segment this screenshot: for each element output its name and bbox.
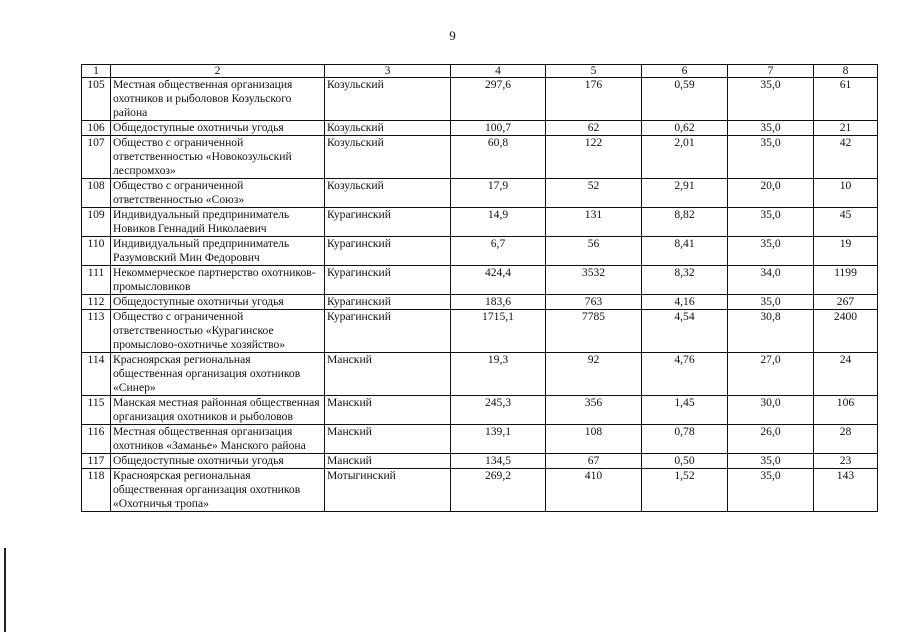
row-number-cell: 114 [82, 353, 111, 396]
value-col7-cell: 27,0 [728, 353, 814, 396]
organization-name-cell: Общество с ограниченной ответственностью «Союз» [111, 179, 325, 208]
table-row [82, 208, 878, 237]
value-col7-cell: 35,0 [728, 295, 814, 310]
value-col7-cell: 20,0 [728, 179, 814, 208]
district-cell: Козульский [325, 179, 451, 208]
value-col6-cell: 8,32 [642, 266, 728, 295]
value-col6-cell: 2,01 [642, 136, 728, 179]
value-col7-cell: 35,0 [728, 208, 814, 237]
value-col8-cell: 21 [814, 121, 878, 136]
value-col6-cell: 4,76 [642, 353, 728, 396]
column-header: 4 [451, 65, 546, 78]
district-cell: Мотыгинский [325, 469, 451, 512]
value-col5-cell: 3532 [546, 266, 642, 295]
district-cell: Манский [325, 454, 451, 469]
value-col7-cell: 35,0 [728, 469, 814, 512]
column-header: 6 [642, 65, 728, 78]
column-header: 7 [728, 65, 814, 78]
value-col8-cell: 19 [814, 237, 878, 266]
organization-name-cell: Местная общественная организация охотников и рыболовов Козульского района [111, 78, 325, 121]
value-col8-cell: 267 [814, 295, 878, 310]
value-col4-cell: 14,9 [451, 208, 546, 237]
value-col8-cell: 24 [814, 353, 878, 396]
value-col5-cell: 52 [546, 179, 642, 208]
row-number-cell: 118 [82, 469, 111, 512]
value-col5-cell: 122 [546, 136, 642, 179]
value-col4-cell: 6,7 [451, 237, 546, 266]
value-col5-cell: 410 [546, 469, 642, 512]
value-col5-cell: 131 [546, 208, 642, 237]
column-header: 2 [111, 65, 325, 78]
value-col4-cell: 60,8 [451, 136, 546, 179]
value-col4-cell: 100,7 [451, 121, 546, 136]
row-number-cell: 112 [82, 295, 111, 310]
organization-name-cell: Общедоступные охотничьи угодья [111, 295, 325, 310]
value-col6-cell: 0,78 [642, 425, 728, 454]
value-col5-cell: 92 [546, 353, 642, 396]
table-row [82, 469, 878, 512]
table-row [82, 179, 878, 208]
table-row [82, 78, 878, 121]
district-cell: Курагинский [325, 295, 451, 310]
value-col8-cell: 10 [814, 179, 878, 208]
value-col5-cell: 108 [546, 425, 642, 454]
value-col8-cell: 2400 [814, 310, 878, 353]
organization-name-cell: Индивидуальный предприниматель Разумовский Мин Федорович [111, 237, 325, 266]
district-cell: Манский [325, 396, 451, 425]
district-cell: Козульский [325, 136, 451, 179]
value-col4-cell: 183,6 [451, 295, 546, 310]
row-number-cell: 105 [82, 78, 111, 121]
value-col5-cell: 56 [546, 237, 642, 266]
value-col7-cell: 35,0 [728, 78, 814, 121]
value-col4-cell: 139,1 [451, 425, 546, 454]
district-cell: Курагинский [325, 310, 451, 353]
organization-name-cell: Общедоступные охотничьи угодья [111, 121, 325, 136]
value-col7-cell: 35,0 [728, 237, 814, 266]
value-col4-cell: 17,9 [451, 179, 546, 208]
value-col6-cell: 2,91 [642, 179, 728, 208]
row-number-cell: 107 [82, 136, 111, 179]
value-col6-cell: 1,52 [642, 469, 728, 512]
organization-name-cell: Некоммерческое партнерство охотников-промысловиков [111, 266, 325, 295]
table-row [82, 121, 878, 136]
table-row [82, 425, 878, 454]
value-col6-cell: 1,45 [642, 396, 728, 425]
organization-name-cell: Местная общественная организация охотников «Заманье» Манского района [111, 425, 325, 454]
row-number-cell: 106 [82, 121, 111, 136]
value-col7-cell: 35,0 [728, 454, 814, 469]
value-col4-cell: 297,6 [451, 78, 546, 121]
row-number-cell: 109 [82, 208, 111, 237]
value-col5-cell: 7785 [546, 310, 642, 353]
organization-name-cell: Красноярская региональная общественная организация охотников «Синер» [111, 353, 325, 396]
table-row [82, 310, 878, 353]
value-col6-cell: 0,62 [642, 121, 728, 136]
table-row [82, 295, 878, 310]
row-number-cell: 113 [82, 310, 111, 353]
district-cell: Манский [325, 353, 451, 396]
row-number-cell: 108 [82, 179, 111, 208]
value-col6-cell: 4,54 [642, 310, 728, 353]
organization-name-cell: Общество с ограниченной ответственностью «Новокозульский леспромхоз» [111, 136, 325, 179]
value-col7-cell: 34,0 [728, 266, 814, 295]
value-col7-cell: 35,0 [728, 136, 814, 179]
column-header: 8 [814, 65, 878, 78]
value-col4-cell: 134,5 [451, 454, 546, 469]
organization-name-cell: Манская местная районная общественная организация охотников и рыболовов [111, 396, 325, 425]
district-cell: Курагинский [325, 237, 451, 266]
row-number-cell: 115 [82, 396, 111, 425]
row-number-cell: 110 [82, 237, 111, 266]
row-number-cell: 116 [82, 425, 111, 454]
district-cell: Козульский [325, 121, 451, 136]
column-header: 3 [325, 65, 451, 78]
value-col6-cell: 0,50 [642, 454, 728, 469]
page-number: 9 [449, 28, 456, 43]
value-col8-cell: 143 [814, 469, 878, 512]
value-col5-cell: 176 [546, 78, 642, 121]
value-col5-cell: 356 [546, 396, 642, 425]
value-col6-cell: 4,16 [642, 295, 728, 310]
organization-name-cell: Общедоступные охотничьи угодья [111, 454, 325, 469]
value-col8-cell: 106 [814, 396, 878, 425]
district-cell: Манский [325, 425, 451, 454]
organization-name-cell: Общество с ограниченной ответственностью «Курагинское промыслово-охотничье хозяйство» [111, 310, 325, 353]
scan-edge-mark [4, 548, 6, 632]
value-col7-cell: 35,0 [728, 121, 814, 136]
district-cell: Курагинский [325, 208, 451, 237]
value-col7-cell: 30,0 [728, 396, 814, 425]
value-col4-cell: 19,3 [451, 353, 546, 396]
value-col7-cell: 30,8 [728, 310, 814, 353]
row-number-cell: 111 [82, 266, 111, 295]
value-col4-cell: 424,4 [451, 266, 546, 295]
row-number-cell: 117 [82, 454, 111, 469]
column-header: 1 [82, 65, 111, 78]
value-col8-cell: 45 [814, 208, 878, 237]
value-col8-cell: 42 [814, 136, 878, 179]
value-col5-cell: 67 [546, 454, 642, 469]
value-col8-cell: 28 [814, 425, 878, 454]
hunting-grounds-table [81, 64, 878, 512]
value-col4-cell: 269,2 [451, 469, 546, 512]
table-row [82, 454, 878, 469]
value-col5-cell: 763 [546, 295, 642, 310]
value-col6-cell: 8,41 [642, 237, 728, 266]
district-cell: Курагинский [325, 266, 451, 295]
value-col6-cell: 8,82 [642, 208, 728, 237]
value-col6-cell: 0,59 [642, 78, 728, 121]
value-col8-cell: 23 [814, 454, 878, 469]
table-row [82, 237, 878, 266]
table-row [82, 353, 878, 396]
district-cell: Козульский [325, 78, 451, 121]
table-row [82, 266, 878, 295]
organization-name-cell: Индивидуальный предприниматель Новиков Геннадий Николаевич [111, 208, 325, 237]
column-number-row [82, 65, 878, 78]
table-row [82, 396, 878, 425]
value-col8-cell: 61 [814, 78, 878, 121]
organization-name-cell: Красноярская региональная общественная организация охотников «Охотничья тропа» [111, 469, 325, 512]
table-row [82, 136, 878, 179]
value-col4-cell: 1715,1 [451, 310, 546, 353]
value-col7-cell: 26,0 [728, 425, 814, 454]
value-col8-cell: 1199 [814, 266, 878, 295]
value-col5-cell: 62 [546, 121, 642, 136]
column-header: 5 [546, 65, 642, 78]
value-col4-cell: 245,3 [451, 396, 546, 425]
